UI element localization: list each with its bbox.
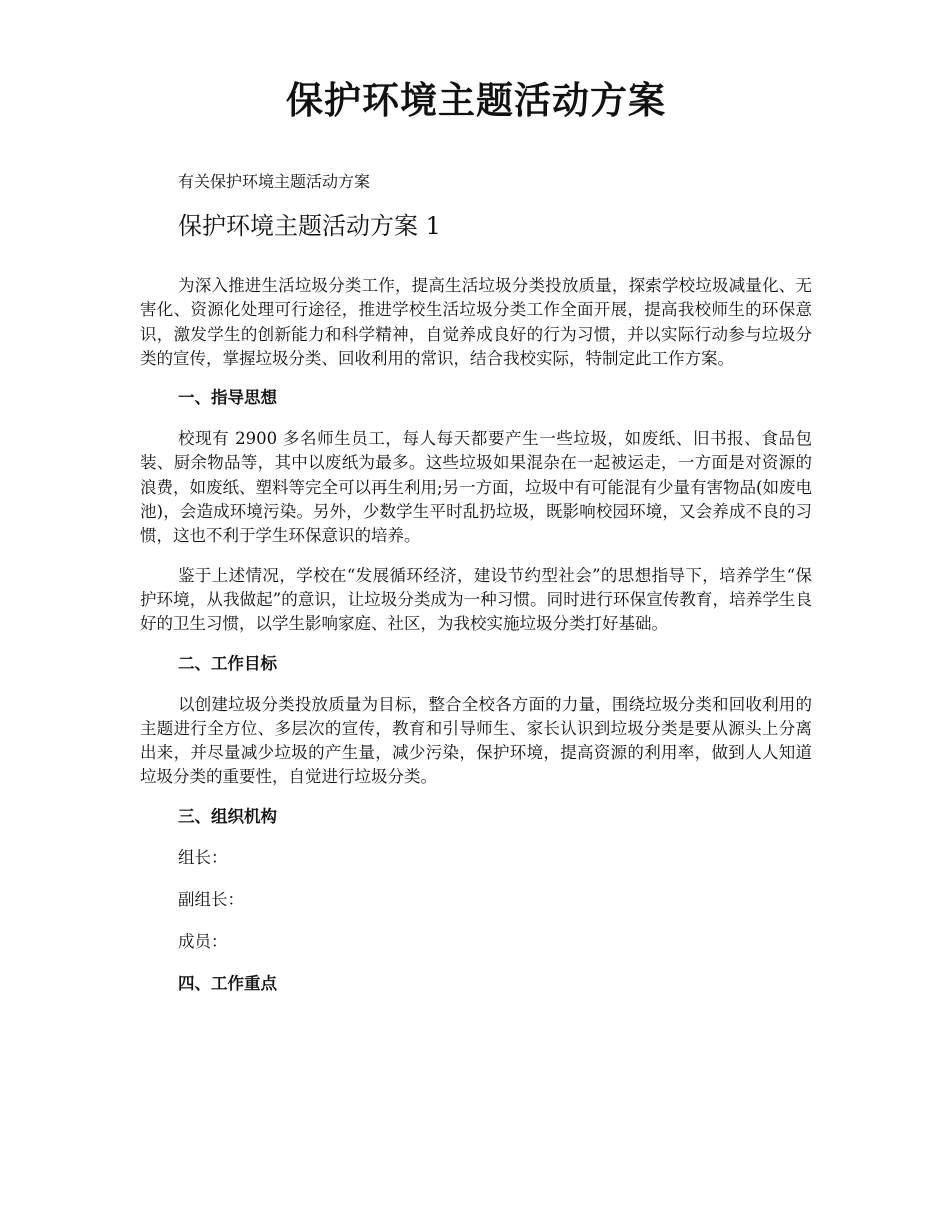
heading-organization: 三、组织机构 bbox=[178, 806, 277, 826]
intro-paragraph: 为深入推进生活垃圾分类工作，提高生活垃圾分类投放质量，探索学校垃圾减量化、无害化、资源化处理可行途径，推进学校生活垃圾分类工作全面开展，提高我校师生的环保意识，激发学生的创新能力和科学精神，自觉养成良好的行为习惯，并以实际行动参与垃圾分类的宣传，掌握垃圾分类、回收利用的常识，结合我校实际，特制定此工作方案。 bbox=[140, 276, 812, 368]
document-body bbox=[140, 274, 812, 1013]
section-title: 保护环境主题活动方案 1 bbox=[178, 212, 441, 240]
organization-members: 成员： bbox=[178, 931, 228, 951]
organization-leader: 组长： bbox=[178, 847, 228, 867]
heading-work-goal: 二、工作目标 bbox=[178, 653, 277, 673]
organization-deputy-leader: 副组长： bbox=[178, 889, 244, 909]
heading-guiding-thought: 一、指导思想 bbox=[178, 388, 277, 408]
paragraph-work-goal: 以创建垃圾分类投放质量为目标，整合全校各方面的力量，围绕垃圾分类和回收利用的主题进行全方位、多层次的宣传，教育和引导师生、家长认识到垃圾分类是要从源头上分离出来，并尽量减少垃圾的产生量，减少污染，保护环境，提高资源的利用率，做到人人知道垃圾分类的重要性，自觉进行垃圾分类。 bbox=[140, 694, 812, 787]
document-subtitle: 有关保护环境主题活动方案 bbox=[178, 172, 371, 191]
heading-work-focus: 四、工作重点 bbox=[178, 973, 277, 993]
paragraph-guiding-thought-1: 校现有 2900 多名师生员工，每人每天都要产生一些垃圾，如废纸、旧书报、食品包装、厨余物品等，其中以废纸为最多。这些垃圾如果混杂在一起被运走，一方面是对资源的浪费，如废纸、塑料等完全可以再生利用;另一方面，垃圾中有可能混有少量有害物品(如废电池)，会造成环境污染。另外，少数学生平时乱扔垃圾，既影响校园环境，又会养成不良的习惯，这也不利于学生环保意识的培养。 bbox=[140, 429, 812, 546]
paragraph-guiding-thought-2: 鉴于上述情况，学校在“发展循环经济，建设节约型社会”的思想指导下，培养学生“保护环境，从我做起”的意识，让垃圾分类成为一种习惯。同时进行环保宣传教育，培养学生良好的卫生习惯，以学生影响家庭、社区，为我校实施垃圾分类打好基础。 bbox=[140, 565, 812, 634]
document-title: 保护环境主题活动方案 bbox=[286, 78, 666, 122]
